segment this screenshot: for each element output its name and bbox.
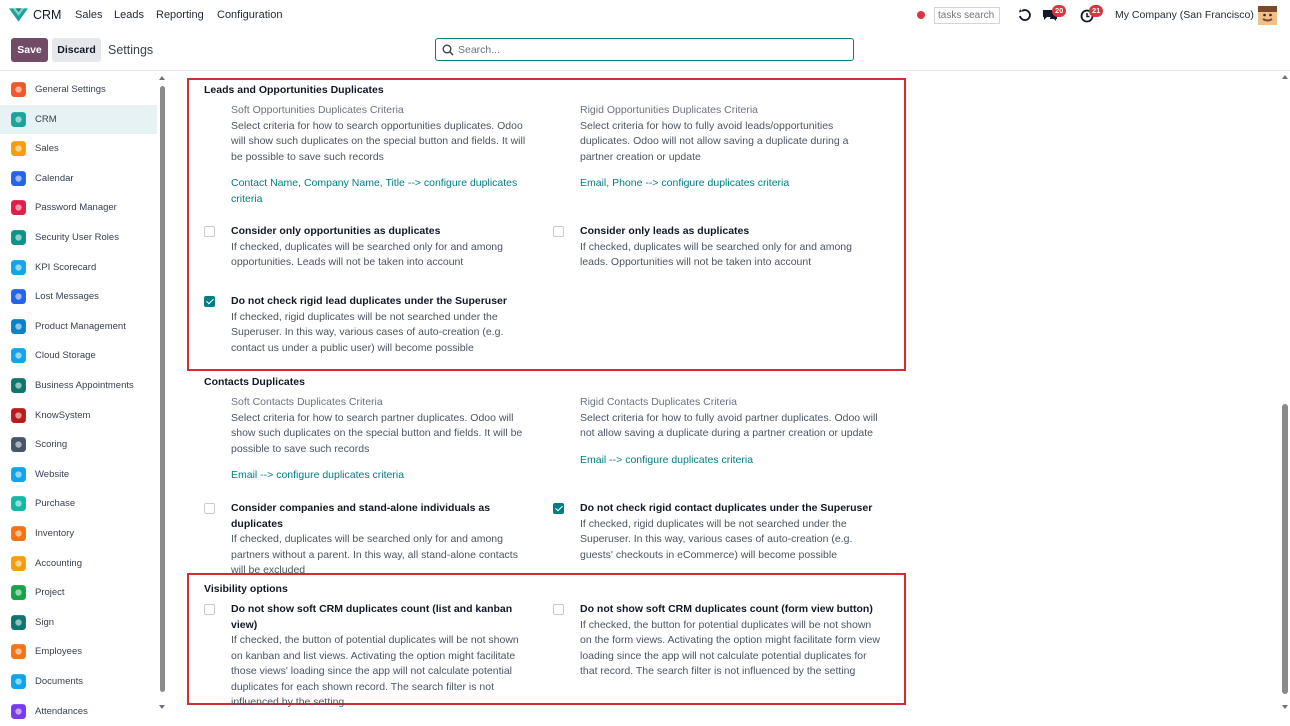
opportunities-only-checkbox[interactable]: [204, 226, 215, 237]
sidebar-item-label: Project: [35, 587, 65, 599]
setting-description: Select criteria for how to search partner duplicates. Odoo will show such duplicates on the special button and fields. It will be possible to save such records: [231, 411, 523, 455]
search-icon: [442, 44, 454, 56]
sidebar-item-website[interactable]: [0, 460, 157, 489]
sidebar-item-general-settings[interactable]: [0, 75, 157, 104]
sidebar-item-purchase[interactable]: [0, 489, 157, 518]
sidebar-item-accounting[interactable]: [0, 549, 157, 578]
soft-contacts-criteria: [231, 395, 531, 484]
sidebar-item-label: Product Management: [35, 320, 126, 332]
sidebar-scroll-up-icon[interactable]: [159, 76, 165, 80]
sidebar-item-employees[interactable]: [0, 637, 157, 666]
activities-badge: 21: [1089, 5, 1103, 17]
companies-setting: [231, 501, 531, 579]
messages-badge: 20: [1052, 5, 1066, 17]
sidebar-item-lost-messages[interactable]: [0, 282, 157, 311]
sidebar-item-calendar[interactable]: [0, 164, 157, 193]
business-appointments-icon: [10, 377, 27, 394]
setting-description: If checked, the button for potential duplicates will be not shown on the form views. Activating the option might facilitate form view loading since the app will not calculate potential duplicates for that record. The search filter is not influenced by the setting: [580, 618, 880, 677]
menu-reporting[interactable]: Reporting: [156, 9, 204, 21]
sidebar-item-business-appointments[interactable]: [0, 371, 157, 400]
sidebar-item-cloud-storage[interactable]: [0, 341, 157, 370]
knowsystem-icon: [10, 407, 27, 424]
sidebar-item-label: Cloud Storage: [35, 350, 96, 362]
sidebar-item-project[interactable]: [0, 578, 157, 607]
sidebar-item-crm[interactable]: [0, 105, 157, 134]
settings-search-box[interactable]: [435, 38, 854, 61]
setting-title: Do not show soft CRM duplicates count (list and kanban view): [231, 603, 513, 631]
sidebar-item-knowsystem[interactable]: [0, 401, 157, 430]
settings-search-input[interactable]: [458, 42, 848, 57]
top-navbar: [0, 0, 1290, 31]
menu-sales[interactable]: Sales: [75, 9, 103, 21]
soft-opportunities-criteria: [231, 103, 531, 207]
lead-superuser-checkbox[interactable]: [204, 296, 215, 307]
contact-superuser-setting: [580, 501, 880, 563]
setting-description: Select criteria for how to fully avoid leads/opportunities duplicates. Odoo will not allow saving a duplicate during a partner creation or update: [580, 119, 849, 163]
menu-leads[interactable]: Leads: [114, 9, 144, 21]
form-view-count-checkbox[interactable]: [553, 604, 564, 615]
sidebar-item-label: Security User Roles: [35, 232, 119, 243]
section-title-leads: Leads and Opportunities Duplicates: [204, 84, 384, 96]
website-icon: [10, 466, 27, 483]
crm-logo-icon[interactable]: [9, 8, 28, 22]
inventory-icon: [10, 525, 27, 542]
content-scroll-down-icon[interactable]: [1282, 705, 1288, 709]
sidebar-item-label: Accounting: [35, 557, 83, 569]
project-icon: [10, 584, 27, 601]
sidebar-item-label: Business Appointments: [35, 380, 134, 391]
sidebar-item-product-management[interactable]: [0, 312, 157, 341]
sidebar-item-label: Employees: [35, 646, 82, 658]
general-settings-icon: [10, 81, 27, 98]
attendances-icon: [10, 703, 27, 720]
rigid-contacts-criteria: [580, 395, 880, 468]
user-avatar-icon: [1258, 6, 1277, 25]
setting-description: If checked, duplicates will be searched only for and among leads. Opportunities will not be taken into account: [580, 240, 852, 268]
discard-button[interactable]: Discard: [52, 38, 101, 62]
sidebar-item-label: CRM: [35, 113, 57, 125]
user-avatar[interactable]: [1258, 6, 1277, 25]
sidebar-item-scoring[interactable]: [0, 430, 157, 459]
sidebar-item-label: Calendar: [35, 172, 74, 184]
companies-checkbox[interactable]: [204, 503, 215, 514]
menu-configuration[interactable]: Configuration: [217, 9, 283, 21]
setting-description: Select criteria for how to fully avoid partner duplicates. Odoo will not allow saving a duplicate during a partner creation or update: [580, 411, 878, 439]
content-scroll-up-icon[interactable]: [1282, 75, 1288, 79]
documents-icon: [10, 673, 27, 690]
setting-description: Select criteria for how to search opportunities duplicates. Odoo will show such duplicates on the special button and fields. It will be possible to save such records: [231, 119, 526, 163]
setting-description: If checked, rigid duplicates will be not searched under the Superuser. In this way, various cases of auto-creation (e.g. contact us under a public user) will become possible: [231, 310, 504, 354]
sidebar-item-documents[interactable]: [0, 667, 157, 696]
password-manager-icon: [10, 199, 27, 216]
contact-superuser-checkbox[interactable]: [553, 503, 564, 514]
tasks-search-input[interactable]: [934, 7, 1000, 24]
sidebar-item-sales[interactable]: [0, 134, 157, 163]
kpi-scorecard-icon: [10, 259, 27, 276]
sign-icon: [10, 614, 27, 631]
opportunities-only-setting: [231, 224, 531, 271]
sidebar-scrollbar[interactable]: [160, 86, 165, 692]
sidebar-item-label: Scoring: [35, 439, 68, 451]
configure-rigid-contacts-link[interactable]: Email --> configure duplicates criteria: [580, 453, 754, 466]
setting-description: If checked, duplicates will be searched only for and among partners without a parent. In this way, all stand-alone contacts will be excluded: [231, 533, 518, 576]
refresh-icon[interactable]: [1017, 7, 1033, 23]
company-switcher[interactable]: My Company (San Francisco): [1115, 9, 1254, 21]
form-view-count-setting: [580, 602, 880, 680]
setting-description: If checked, rigid duplicates will be not searched under the Superuser. In this way, various cases of auto-creation (e.g. guests' checkouts in eCommerce) will become possible: [580, 517, 853, 561]
sidebar-item-label: Website: [35, 468, 70, 480]
app-name[interactable]: CRM: [33, 8, 62, 22]
sidebar-item-inventory[interactable]: [0, 519, 157, 548]
content-scrollbar[interactable]: [1282, 404, 1288, 694]
section-title-visibility: Visibility options: [204, 583, 288, 595]
section-title-contacts: Contacts Duplicates: [204, 376, 305, 388]
purchase-icon: [10, 495, 27, 512]
cloud-storage-icon: [10, 347, 27, 364]
sidebar-item-security-user-roles[interactable]: [0, 223, 157, 252]
setting-title: Do not show soft CRM duplicates count (form view button): [580, 603, 873, 615]
employees-icon: [10, 643, 27, 660]
sidebar-item-label: Documents: [35, 676, 84, 687]
setting-description: If checked, the button of potential duplicates will be not shown on kanban and list views. Activating the option might facilitate those views' loading since the app will not calculate potential duplicates for each shown record. The search filter is not influenced by the setting: [231, 634, 519, 708]
leads-only-checkbox[interactable]: [553, 226, 564, 237]
calendar-icon: [10, 170, 27, 187]
setting-title: Soft Contacts Duplicates Criteria: [231, 396, 383, 408]
sales-icon: [10, 140, 27, 157]
control-panel: [0, 31, 1290, 71]
product-management-icon: [10, 318, 27, 335]
security-user-roles-icon: [10, 229, 27, 246]
settings-content: [170, 71, 1280, 711]
list-kanban-count-checkbox[interactable]: [204, 604, 215, 615]
sidebar-item-label: KPI Scorecard: [35, 261, 97, 273]
sidebar-item-label: General Settings: [35, 84, 106, 95]
setting-description: If checked, duplicates will be searched only for and among opportunities. Leads will not be taken into account: [231, 240, 503, 268]
accounting-icon: [10, 555, 27, 572]
list-kanban-count-setting: [231, 602, 531, 711]
page-title: Settings: [108, 43, 154, 57]
sidebar-item-label: Inventory: [35, 528, 75, 539]
leads-only-setting: [580, 224, 880, 271]
sidebar-item-label: Purchase: [35, 498, 76, 510]
setting-title: Soft Opportunities Duplicates Criteria: [231, 104, 404, 116]
configure-soft-contacts-link[interactable]: Email --> configure duplicates criteria: [231, 469, 405, 481]
settings-sidebar: [0, 75, 160, 717]
configure-rigid-opportunities-link[interactable]: Email, Phone --> configure duplicates criteria: [580, 177, 790, 189]
setting-title: Consider only opportunities as duplicates: [231, 225, 441, 237]
sidebar-item-label: Password Manager: [35, 202, 117, 214]
rigid-opportunities-criteria: [580, 103, 880, 192]
sidebar-scroll-down-icon[interactable]: [159, 705, 165, 709]
setting-title: Rigid Contacts Duplicates Criteria: [580, 396, 737, 408]
sidebar-item-label: Lost Messages: [35, 291, 99, 303]
setting-title: Consider only leads as duplicates: [580, 225, 750, 237]
sidebar-item-sign[interactable]: [0, 608, 157, 637]
sidebar-item-attendances[interactable]: [0, 697, 157, 726]
sidebar-item-label: Attendances: [35, 705, 88, 717]
lead-superuser-setting: [231, 294, 531, 356]
scoring-icon: [10, 436, 27, 453]
setting-title: Do not check rigid contact duplicates under the Superuser: [580, 502, 873, 514]
sidebar-item-kpi-scorecard[interactable]: [0, 253, 157, 282]
lost-messages-icon: [10, 288, 27, 305]
setting-title: Rigid Opportunities Duplicates Criteria: [580, 104, 758, 116]
recording-dot-icon[interactable]: [917, 11, 925, 19]
configure-soft-opportunities-link[interactable]: Contact Name, Company Name, Title --> configure duplicates criteria: [231, 177, 518, 205]
setting-title: Consider companies and stand-alone individuals as duplicates: [231, 502, 491, 530]
save-button[interactable]: Save: [11, 38, 48, 62]
sidebar-item-password-manager[interactable]: [0, 193, 157, 222]
sidebar-item-label: Sign: [35, 616, 55, 628]
sidebar-item-label: KnowSystem: [35, 409, 91, 421]
setting-title: Do not check rigid lead duplicates under the Superuser: [231, 295, 507, 307]
sidebar-item-label: Sales: [35, 143, 59, 155]
crm-icon: [10, 111, 27, 128]
